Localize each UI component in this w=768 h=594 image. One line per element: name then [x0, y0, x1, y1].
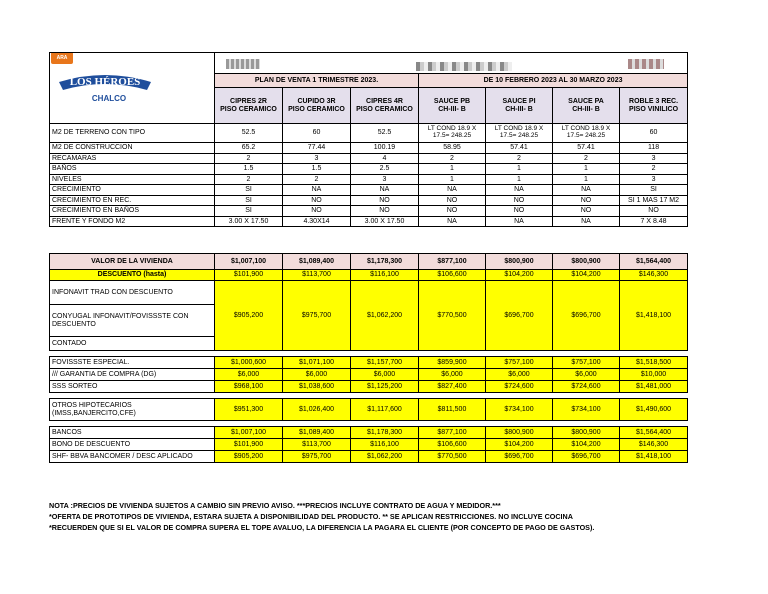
spec-value: 2 — [486, 153, 553, 164]
spec-value: 100.19 — [351, 143, 419, 154]
spec-value: SI — [215, 206, 283, 217]
model-name: ROBLE 3 REC. — [629, 98, 679, 106]
spec-value: 1 — [419, 174, 486, 185]
price-value: $1,007,100 — [215, 427, 283, 439]
spec-value: NA — [553, 216, 620, 227]
spec-value: SI — [215, 185, 283, 196]
price-value: $1,125,200 — [351, 381, 419, 393]
model-name: CIPRES 2R — [230, 98, 267, 106]
model-floor: CH-III- B — [572, 105, 600, 113]
spec-value: 2 — [553, 153, 620, 164]
price-value: $1,062,200 — [351, 451, 419, 463]
price-value: $1,089,400 — [283, 254, 351, 270]
spec-value: 60 — [620, 124, 688, 143]
price-value: $6,000 — [419, 369, 486, 381]
price-label: CONTADO — [50, 337, 215, 351]
price-label: INFONAVIT TRAD CON DESCUENTO — [50, 281, 215, 305]
spec-value: 65.2 — [215, 143, 283, 154]
notes — [49, 500, 739, 533]
price-value: $1,089,400 — [283, 427, 351, 439]
price-value: $116,100 — [351, 439, 419, 451]
price-value: $1,026,400 — [283, 399, 351, 421]
price-value: $1,038,600 — [283, 381, 351, 393]
banner-row — [215, 53, 688, 74]
price-label: FOVISSSTE ESPECIAL. — [50, 357, 215, 369]
price-value: $106,600 — [419, 270, 486, 281]
price-value: $101,900 — [215, 270, 283, 281]
spec-value: 1 — [486, 164, 553, 175]
price-row — [50, 381, 688, 393]
model-floor: PISO CERAMICO — [220, 105, 277, 113]
price-label: SSS SORTEO — [50, 381, 215, 393]
price-value: $6,000 — [351, 369, 419, 381]
spec-value: 2 — [620, 164, 688, 175]
price-value: $104,200 — [486, 270, 553, 281]
model-header — [419, 88, 486, 124]
price-row — [50, 451, 688, 463]
price-value: $696,700 — [486, 281, 553, 351]
note-line: NOTA :PRECIOS DE VIVIENDA SUJETOS A CAMBIO SIN PREVIO AVISO. ***PRECIOS INCLUYE CONTRATO DE AGUA Y MEDIDOR.*** — [49, 501, 501, 510]
price-row — [50, 254, 688, 270]
price-value: $724,600 — [486, 381, 553, 393]
spec-label: CRECIMIENTO EN BAÑOS — [50, 206, 215, 217]
model-floor: CH-III- B — [505, 105, 533, 113]
spec-row — [50, 124, 688, 143]
spec-value: 3.00 X 17.50 — [215, 216, 283, 227]
spec-row — [50, 174, 688, 185]
model-header — [215, 88, 283, 124]
spec-row — [50, 216, 688, 227]
spec-row — [50, 206, 688, 217]
spec-value: NA — [351, 185, 419, 196]
price-value: $101,900 — [215, 439, 283, 451]
price-value: $6,000 — [283, 369, 351, 381]
price-value: $696,700 — [486, 451, 553, 463]
price-value: $975,700 — [283, 451, 351, 463]
price-value: $146,300 — [620, 439, 688, 451]
price-value: $1,157,700 — [351, 357, 419, 369]
model-name: CUPIDO 3R — [297, 98, 336, 106]
price-row — [50, 439, 688, 451]
spec-value: 1 — [553, 164, 620, 175]
price-value: $1,418,100 — [620, 281, 688, 351]
ara-small-logo: ARA — [51, 52, 73, 64]
price-value: $811,500 — [419, 399, 486, 421]
price-value: $975,700 — [283, 281, 351, 351]
spec-value: 2.5 — [351, 164, 419, 175]
spec-value: 4 — [351, 153, 419, 164]
price-value: $1,178,300 — [351, 254, 419, 270]
model-name: CIPRES 4R — [366, 98, 403, 106]
price-value: $104,200 — [553, 270, 620, 281]
price-label: /// GARANTIA DE COMPRA (DG) — [50, 369, 215, 381]
plan-title: PLAN DE VENTA 1 TRIMESTRE 2023. — [215, 74, 419, 88]
spec-value: NO — [486, 206, 553, 217]
note-line: *RECUERDEN QUE SI EL VALOR DE COMPRA SUPERA EL TOPE AVALUO, LA DIFERENCIA LA PAGARA EL CLIENTE (POR CONCEPTO DE PAGO DE GASTOS). — [49, 523, 595, 532]
price-value: $696,700 — [553, 451, 620, 463]
spec-label: CRECIMIENTO EN REC. — [50, 195, 215, 206]
price-label: BONO DE DESCUENTO — [50, 439, 215, 451]
brand-subtitle: CHALCO — [91, 94, 127, 103]
price-value: $734,100 — [486, 399, 553, 421]
spec-value: NO — [283, 206, 351, 217]
spec-value: 3 — [283, 153, 351, 164]
price-value: $877,100 — [419, 427, 486, 439]
note-line: *OFERTA DE PROTOTIPOS DE VIVIENDA, ESTARA SUJETA A DISPONIBILIDAD DEL PRODUCTO. ** SE APLICAN RESTRICCIONES. NO INCLUYE COCINA — [49, 512, 573, 521]
spec-value: 2 — [215, 174, 283, 185]
price-value: $800,900 — [553, 254, 620, 270]
spec-value: 2 — [283, 174, 351, 185]
price-value: $104,200 — [553, 439, 620, 451]
price-value: $877,100 — [419, 254, 486, 270]
price-row — [50, 399, 688, 421]
price-value: $1,178,300 — [351, 427, 419, 439]
price-value: $827,400 — [419, 381, 486, 393]
spec-value: LT COND 18.9 X 17.5= 248.25 — [419, 124, 486, 143]
prices-table — [49, 253, 688, 463]
spec-row — [50, 164, 688, 175]
price-value: $1,000,600 — [215, 357, 283, 369]
price-value: $770,500 — [419, 451, 486, 463]
price-label: CONYUGAL INFONAVIT/FOVISSSTE CON DESCUENTO — [50, 305, 215, 337]
model-header — [620, 88, 688, 124]
price-value: $10,000 — [620, 369, 688, 381]
spec-value: 1.5 — [215, 164, 283, 175]
price-value: $113,700 — [283, 439, 351, 451]
spec-value: 3 — [620, 174, 688, 185]
spec-value: NA — [283, 185, 351, 196]
spec-label: RECAMARAS — [50, 153, 215, 164]
spec-value: NA — [486, 185, 553, 196]
price-row — [50, 270, 688, 281]
spec-value: 58.95 — [419, 143, 486, 154]
price-value: $800,900 — [486, 254, 553, 270]
spec-value: NO — [351, 195, 419, 206]
price-value: $1,564,400 — [620, 254, 688, 270]
price-value: $146,300 — [620, 270, 688, 281]
spec-value: 7 X 8.48 — [620, 216, 688, 227]
spec-value: NO — [419, 206, 486, 217]
spec-row — [50, 195, 688, 206]
plan-dates: DE 10 FEBRERO 2023 AL 30 MARZO 2023 — [419, 74, 688, 88]
price-value: $106,600 — [419, 439, 486, 451]
price-value: $113,700 — [283, 270, 351, 281]
spec-value: NO — [553, 195, 620, 206]
spec-value: 3 — [620, 153, 688, 164]
spec-value: NO — [283, 195, 351, 206]
price-value: $1,481,000 — [620, 381, 688, 393]
price-label: OTROS HIPOTECARIOS (IMSS,BANJERCITO,CFE) — [50, 399, 215, 421]
model-floor: CH-III- B — [438, 105, 466, 113]
price-label: SHF- BBVA BANCOMER / DESC APLICADO — [50, 451, 215, 463]
price-value: $724,600 — [553, 381, 620, 393]
spec-label: CRECIMIENTO — [50, 185, 215, 196]
price-value: $800,900 — [553, 427, 620, 439]
spec-row — [50, 143, 688, 154]
spec-value: NO — [486, 195, 553, 206]
spec-value: 3.00 X 17.50 — [351, 216, 419, 227]
model-name: SAUCE PB — [433, 98, 471, 106]
spec-value: 57.41 — [553, 143, 620, 154]
spec-value: NA — [419, 185, 486, 196]
model-floor: PISO CERAMICO — [356, 105, 413, 113]
spec-value: LT COND 18.9 X 17.5= 248.25 — [553, 124, 620, 143]
spec-value: NO — [419, 195, 486, 206]
spec-value: 2 — [419, 153, 486, 164]
model-header — [283, 88, 351, 124]
price-value: $1,564,400 — [620, 427, 688, 439]
price-row — [50, 369, 688, 381]
spec-value: NA — [553, 185, 620, 196]
price-value: $951,300 — [215, 399, 283, 421]
logo-cell — [50, 53, 215, 124]
spec-value: 3 — [351, 174, 419, 185]
price-value: $6,000 — [215, 369, 283, 381]
price-value: $757,100 — [486, 357, 553, 369]
price-value: $770,500 — [419, 281, 486, 351]
spec-label: NIVELES — [50, 174, 215, 185]
price-value: $734,100 — [553, 399, 620, 421]
spec-label: FRENTE Y FONDO M2 — [50, 216, 215, 227]
model-floor: PISO CERAMICO — [288, 105, 345, 113]
model-floor: PISO VINILICO — [629, 105, 679, 113]
spec-value: 60 — [283, 124, 351, 143]
spec-value: 1 — [486, 174, 553, 185]
price-value: $968,100 — [215, 381, 283, 393]
spec-row — [50, 153, 688, 164]
spec-value: 1.5 — [283, 164, 351, 175]
price-value: $116,100 — [351, 270, 419, 281]
price-value: $1,490,600 — [620, 399, 688, 421]
model-name: SAUCE PA — [568, 98, 604, 106]
spec-value: 52.5 — [351, 124, 419, 143]
spec-value: NO — [351, 206, 419, 217]
price-value: $1,518,500 — [620, 357, 688, 369]
spec-value: SI 1 MAS 17 M2 — [620, 195, 688, 206]
spec-value: 118 — [620, 143, 688, 154]
price-row — [50, 357, 688, 369]
model-header — [553, 88, 620, 124]
model-name: SAUCE PI — [502, 98, 536, 106]
model-header — [486, 88, 553, 124]
price-value: $104,200 — [486, 439, 553, 451]
price-value: $1,117,600 — [351, 399, 419, 421]
spec-value: 2 — [215, 153, 283, 164]
price-value: $1,062,200 — [351, 281, 419, 351]
spec-value: SI — [620, 185, 688, 196]
price-row — [50, 427, 688, 439]
model-header — [351, 88, 419, 124]
price-value: $1,418,100 — [620, 451, 688, 463]
spec-value: 77.44 — [283, 143, 351, 154]
price-value: $1,007,100 — [215, 254, 283, 270]
price-value: $6,000 — [553, 369, 620, 381]
spec-value: NO — [553, 206, 620, 217]
spec-value: 57.41 — [486, 143, 553, 154]
price-value: $757,100 — [553, 357, 620, 369]
spec-value: 4.30X14 — [283, 216, 351, 227]
spec-value: 1 — [419, 164, 486, 175]
price-label: VALOR DE LA VIVIENDA — [50, 254, 215, 270]
price-value: $800,900 — [486, 427, 553, 439]
spec-value: NO — [620, 206, 688, 217]
price-value: $696,700 — [553, 281, 620, 351]
spec-label: BAÑOS — [50, 164, 215, 175]
spec-label: M2 DE CONSTRUCCION — [50, 143, 215, 154]
price-row — [50, 281, 688, 305]
price-label: DESCUENTO (hasta) — [50, 270, 215, 281]
price-value: $6,000 — [486, 369, 553, 381]
spec-row — [50, 185, 688, 196]
spec-value: NA — [486, 216, 553, 227]
specs-table — [49, 52, 688, 227]
spec-value: 1 — [553, 174, 620, 185]
price-value: $859,900 — [419, 357, 486, 369]
spec-value: NA — [419, 216, 486, 227]
spec-label: M2 DE TERRENO CON TIPO — [50, 124, 215, 143]
brand-name: LOS HÉROES — [69, 76, 141, 88]
price-value: $905,200 — [215, 451, 283, 463]
price-value: $905,200 — [215, 281, 283, 351]
spec-value: 52.5 — [215, 124, 283, 143]
spec-value: LT COND 18.9 X 17.5= 248.25 — [486, 124, 553, 143]
price-label: BANCOS — [50, 427, 215, 439]
price-value: $1,071,100 — [283, 357, 351, 369]
spec-value: SI — [215, 195, 283, 206]
